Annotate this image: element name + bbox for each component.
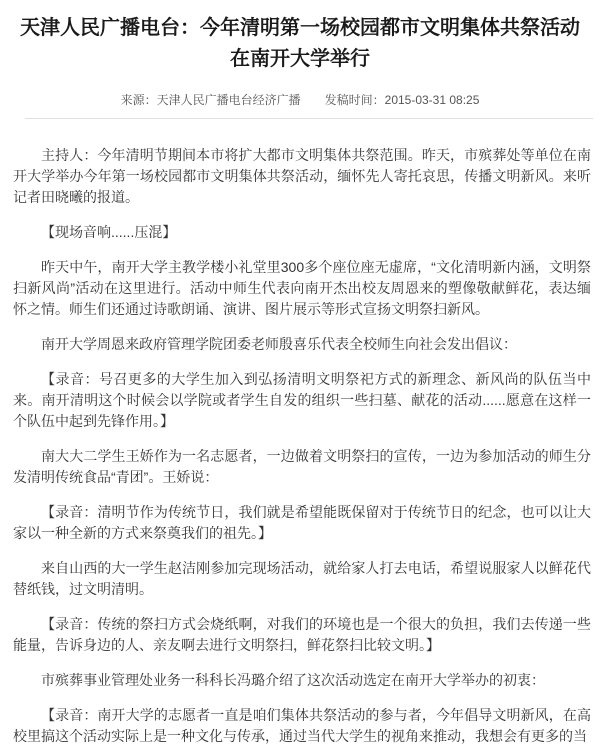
publish-time-value: 2015-03-31 08:25 — [384, 93, 480, 107]
publish-time-label: 发稿时间： — [324, 93, 385, 107]
article-paragraph: 【现场音响......压混】 — [41, 224, 177, 240]
article-body — [0, 119, 600, 747]
article-title: 天津人民广播电台：今年清明第一场校园都市文明集体共祭活动在南开大学举行 — [20, 17, 580, 70]
article-paragraph: 市殡葬事业管理处业务一科科长冯璐介绍了这次活动选定在南开大学举办的初衷： — [41, 672, 545, 688]
article-paragraph: 南开大学周恩来政府管理学院团委老师殷喜乐代表全校师生向社会发出倡议： — [41, 336, 517, 352]
source-label: 来源： — [120, 93, 157, 107]
article-paragraph: 【录音：南开大学的志愿者一直是咱们集体共祭活动的参与者，今年倡导文明新风，在高校里搞这个活动实际上是一种文化与传承，通过当代大学生的视角来推动，我想会有更多的当 — [13, 707, 591, 744]
article-paragraph: 昨天中午，南开大学主教学楼小礼堂里300多个座位座无虚席，“文化清明新内涵，文明祭扫新风尚”活动在这里进行。活动中师生代表向南开杰出校友周恩来的塑像敬献鲜花，表达缅怀之情。师生们还通过诗歌朗诵、演讲、图片展示等形式宣扬文明祭扫新风。 — [13, 259, 591, 317]
article-paragraph: 主持人：今年清明节期间本市将扩大都市文明集体共祭范围。昨天，市殡葬处等单位在南开大学举办今年第一场校园都市文明集体共祭活动，缅怀先人寄托哀思，传播文明新风。来听记者田晓曦的报道。 — [13, 147, 591, 205]
article-paragraph: 【录音：传统的祭扫方式会烧纸啊，对我们的环境也是一个很大的负担，我们去传递一些能量，告诉身边的人、亲友啊去进行文明祭扫，鲜花祭扫比较文明。】 — [13, 616, 591, 653]
article-paragraph: 南大大二学生王娇作为一名志愿者，一边做着文明祭扫的宣传，一边为参加活动的师生分发清明传统食品“青团”。王娇说： — [13, 448, 591, 485]
article-paragraph: 【录音：号召更多的大学生加入到弘扬清明文明祭祀方式的新理念、新风尚的队伍当中来。南开清明这个时候会以学院或者学生自发的组织一些扫墓、献花的活动......愿意在这样一个队伍中起到先锋作用。】 — [13, 371, 591, 429]
article-paragraph: 【录音：清明节作为传统节日，我们就是希望能既保留对于传统节日的纪念，也可以让大家以一种全新的方式来祭奠我们的祖先。】 — [13, 504, 591, 541]
source-value: 天津人民广播电台经济广播 — [156, 93, 301, 107]
article-paragraph: 来自山西的大一学生赵洁刚参加完现场活动，就给家人打去电话，希望说服家人以鲜花代替纸钱，过文明清明。 — [13, 560, 591, 597]
article-meta — [0, 91, 600, 108]
